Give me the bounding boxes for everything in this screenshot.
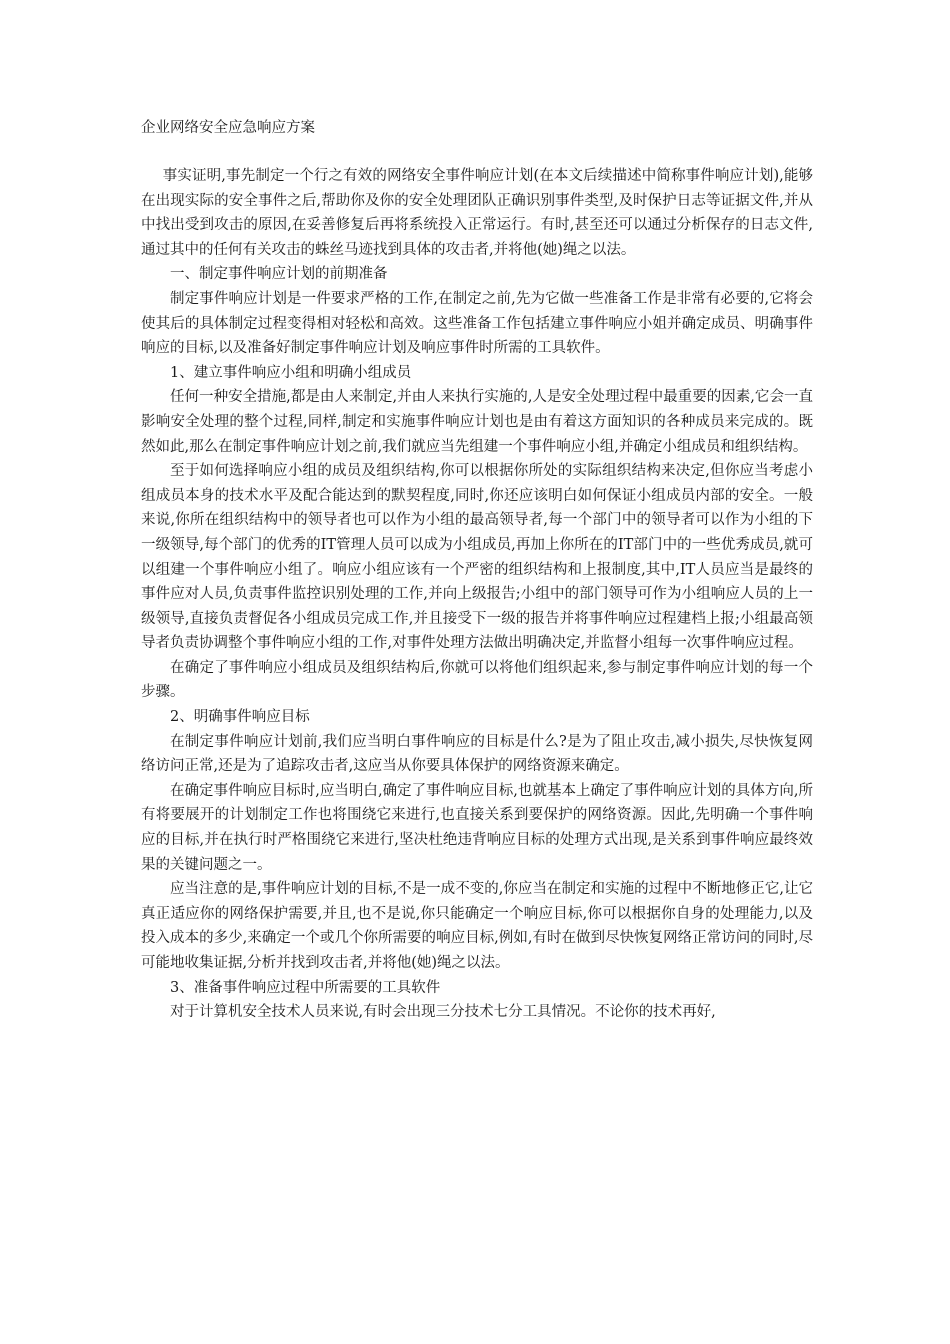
body-paragraph: 对于计算机安全技术人员来说,有时会出现三分技术七分工具情况。不论你的技术再好,	[170, 1004, 716, 1021]
body-paragraph: 制定事件响应计划是一件要求严格的工作,在制定之前,先为它做一些准备工作是非常有必要的,它将会使其后的具体制定过程变得相对轻松和高效。这些准备工作包括建立事件响应小姐并确定成员、明确事件响应的目标,以及准备好制定事件响应计划及响应事件时所需的工具软件。	[141, 290, 813, 357]
body-paragraph: 在确定了事件响应小组成员及组织结构后,你就可以将他们组织起来,参与制定事件响应计划的每一个步骤。	[141, 659, 813, 701]
subsection-heading: 1、建立事件响应小组和明确小组成员	[170, 364, 412, 381]
body-paragraph: 在确定事件响应目标时,应当明白,确定了事件响应目标,也就基本上确定了事件响应计划的具体方向,所有将要展开的计划制定工作也将围绕它来进行,也直接关系到要保护的网络资源。因此,先明确一个事件响应的目标,并在执行时严格围绕它来进行,坚决杜绝违背响应目标的处理方式出现,是关系到事件响应最终效果的关键问题之一。	[141, 782, 813, 873]
subsection-heading: 2、明确事件响应目标	[170, 709, 310, 726]
document-body	[141, 164, 813, 1025]
document-title: 企业网络安全应急响应方案	[141, 120, 315, 136]
body-paragraph: 应当注意的是,事件响应计划的目标,不是一成不变的,你应当在制定和实施的过程中不断地修正它,让它真正适应你的网络保护需要,并且,也不是说,你只能确定一个响应目标,你可以根据你自身的处理能力,以及投入成本的多少,来确定一个或几个你所需要的响应目标,例如,有时在做到尽快恢复网络正常访问的同时,尽可能地收集证据,分析并找到攻击者,并将他(她)绳之以法。	[141, 881, 813, 971]
body-paragraph: 任何一种安全措施,都是由人来制定,并由人来执行实施的,人是安全处理过程中最重要的因素,它会一直影响安全处理的整个过程,同样,制定和实施事件响应计划也是由有着这方面知识的各种成员来完成的。既然如此,那么在制定事件响应计划之前,我们就应当先组建一个事件响应小组,并确定小组成员和组织结构。	[141, 389, 813, 455]
body-paragraph: 至于如何选择响应小组的成员及组织结构,你可以根据你所处的实际组织结构来决定,但你应当考虑小组成员本身的技术水平及配合能达到的默契程度,同时,你还应该明白如何保证小组成员内部的安全。一般来说,你所在组织结构中的领导者也可以作为小组的最高领导者,每一个部门中的领导者可以作为小组的下一级领导,每个部门的优秀的IT管理人员可以成为小组成员,再加上你所在的IT部门中的一些优秀成员,就可以组建一个事件响应小组了。响应小组应该有一个严密的组织结构和上报制度,其中,IT人员应当是最终的事件应对人员,负责事件监控识别处理的工作,并向上级报告;小组中的部门领导可作为小组响应人员的上一级领导,直接负责督促各小组成员完成工作,并且接受下一级的报告并将事件响应过程建档上报;小组最高领导者负责协调整个事件响应小组的工作,对事件处理方法做出明确决定,并监督小组每一次事件响应过程。	[141, 463, 813, 652]
intro-paragraph: 事实证明,事先制定一个行之有效的网络安全事件响应计划(在本文后续描述中简称事件响应计划),能够在出现实际的安全事件之后,帮助你及你的安全处理团队正确识别事件类型,及时保护日志等证据文件,并从中找出受到攻击的原因,在妥善修复后再将系统投入正常运行。有时,甚至还可以通过分析保存的日志文件,通过其中的任何有关攻击的蛛丝马迹找到具体的攻击者,并将他(她)绳之以法。	[141, 168, 813, 258]
subsection-heading: 3、准备事件响应过程中所需要的工具软件	[170, 979, 441, 996]
section-heading: 一、制定事件响应计划的前期准备	[170, 266, 388, 283]
body-paragraph: 在制定事件响应计划前,我们应当明白事件响应的目标是什么?是为了阻止攻击,减小损失,尽快恢复网络访问正常,还是为了追踪攻击者,这应当从你要具体保护的网络资源来确定。	[141, 733, 813, 775]
